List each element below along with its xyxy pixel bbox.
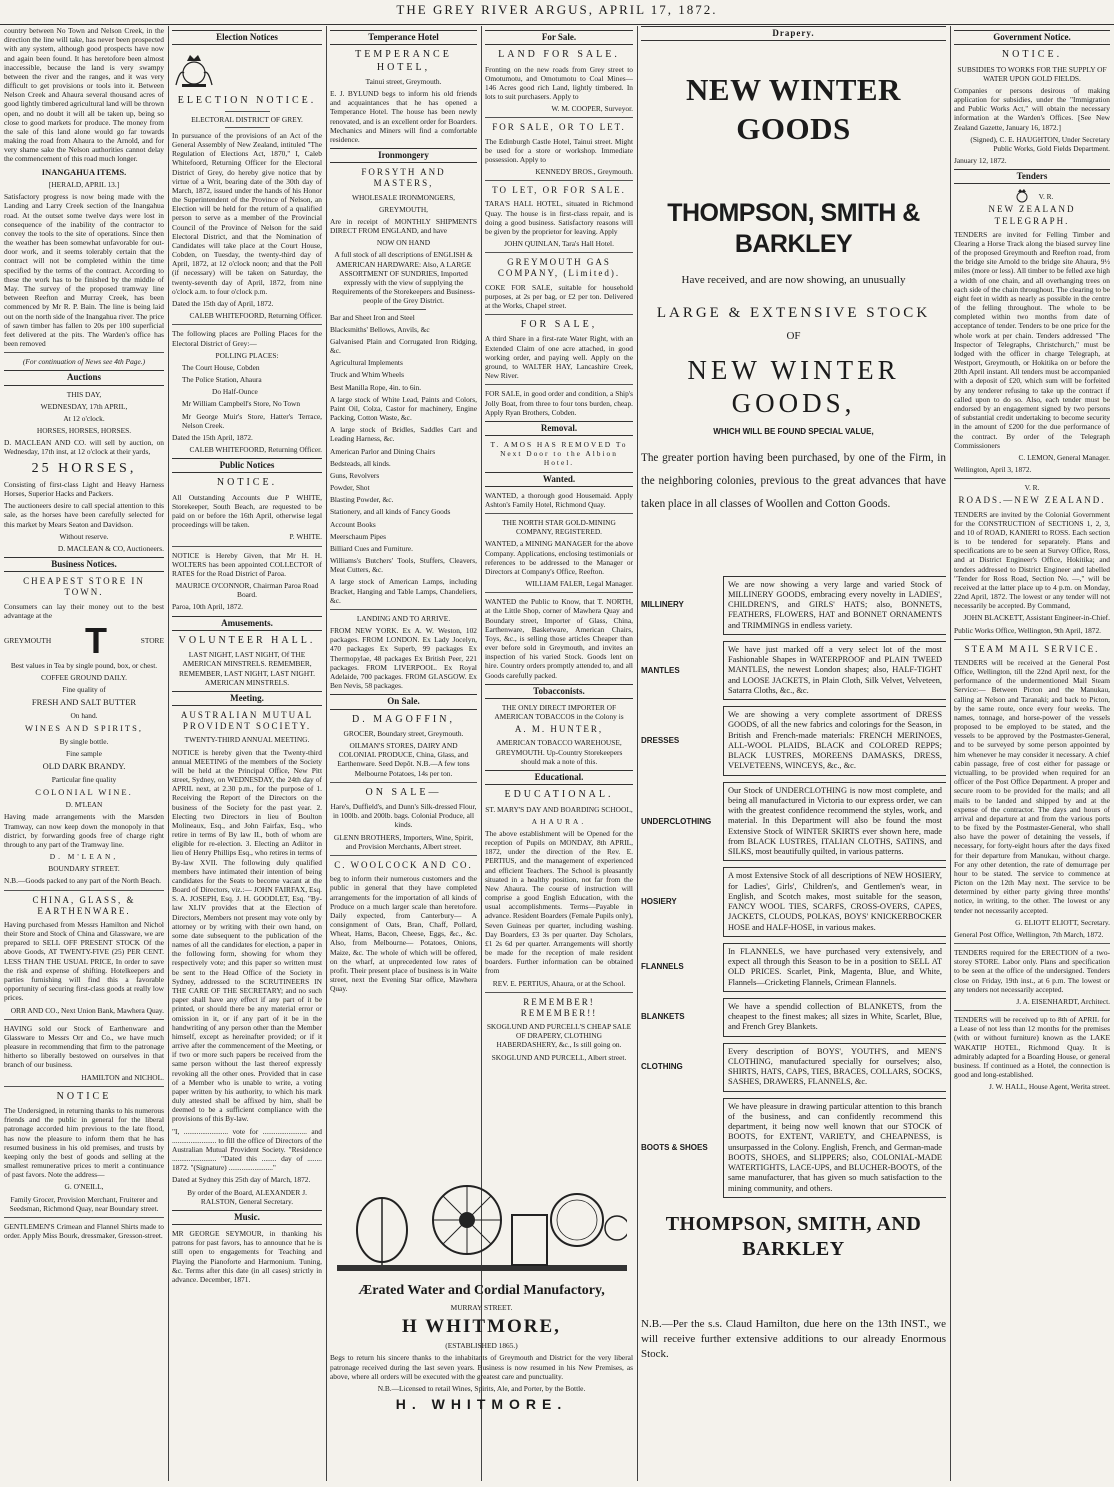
vr-mark: V. R. [1038, 191, 1054, 201]
ad-signature: ORR AND CO., Next Union Bank, Mawhera Quay. [10, 1005, 164, 1015]
ad-text: NOTICE is hereby given that the Twenty-third annual MEETING of the members of the Society will be held at the Principal Office, New Pitt street, Sydney, on WEDNESDAY, the 24th day of APRIL next, at 2.30 p.m., for the purpose of 1. Receiving the Report of the Directors on the business of the Society for the past year. 2. Electing two Directors in lieu of Boulton Molineaux, Esq., and John Fairfax, Esq., who retire in terms of By law II., both of whom are eligible for re-election. 3. Electing an Adiitor in lieu of Henry Phillips Esq., who retires in terms of By-law XVII. The following duly qualified members have intimated their intention of being candidates for the Seats to become vacant at the Board of Directors, viz.:— JOHN FAIRFAX, Esq. S. A. JOSEPH, Esq. J. H. GOODLET, Esq. "By-law XLIV provides that at the Election of Directors, Members not present may vote only by attorney or by writing with their own hand, on some date subsequent to the publication of the names of all the candidates for election, a paper in the following form, showing for whom they respectively vote; and this paper so written must be sent to the Head Office of the Society in Sydney, addressed to the SCRUTINEERS IN THE CARE OF THE SECRETARY; and no such paper shall have any effect if any part of it be printed, or should there be any material error or omission in it, or if any part of it be in the handwriting of any person other than the Member himself, except as hereinafter provided; or if it arrive after the commencement of the Meeting, or if two or more such papers be received from the same person without the last thereof expressly revoking all the other ones. Provided that in case of a Member who is unable to write, a voting paper written by his authority, to which his mark duly attested shall be affixed by him, shall be deemed to be a sufficient compliance with the provisions of this By-law. [172, 747, 322, 1124]
column-rule [326, 26, 327, 1481]
headline: LARGE & EXTENSIVE STOCK [656, 304, 931, 321]
department-text: In FLANNELS, we have purchased very extensively, and expect all through this Season to be in a position to SELL AT OLD PRICES. Scarlet, Pink, Magenta, Blue, and White, Flannels—Cricketing Flannels, Crimean Flannels. [723, 943, 946, 992]
ad-text: COLONIAL WINE. [35, 786, 133, 797]
department-text: We are showing a very complete assortment of DRESS GOODS, of all the new fabrics and colorings for the Season, in British and French-made materials: FRENCH MERINOES, ALL-WOOL PLAIDS, BLACK and COLORED REPPS; BLACK LUSTRES, MOREENS DAMASKS, DRESS, VELVETEENS, WINCEYS, &c., &c. [723, 706, 946, 776]
ad-signature: P. WHITE. [289, 532, 322, 542]
ad-subtitle: POLLING PLACES: [215, 350, 279, 360]
section-heading-music: Music. [172, 1210, 322, 1225]
department-text: We are now showing a very large and varied Stock of MILLINERY GOODS, embracing every novelty in LADIES', CHILDREN'S, and GIRLS' HATS; also, BONNETS, FEATHERS, FLOWERS, HAT and BONNET ORNAMENTS and TRIMMINGS in endless variety. [723, 576, 946, 635]
ad-subtitle: LANDING AND TO ARRIVE. [356, 613, 451, 623]
ad-text: WANTED, a MINING MANAGER for the above Company. Applications, enclosing testimonials or references to be addressed to the Manager or Directors at Company's Office, Reefton. [485, 539, 633, 576]
ad-signature: REV. E. PERTIUS, Ahaura, or at the School. [492, 978, 626, 988]
ad-title: CHEAPEST STORE IN TOWN. [23, 576, 145, 598]
section-heading-public: Public Notices [172, 458, 322, 473]
ad-text: Have received, and are now showing, an unusually [681, 274, 906, 287]
ad-text: NOW ON HAND [376, 238, 431, 248]
ad-signature: CALEB WHITEFOORD, Returning Officer. [189, 445, 322, 455]
firm-name: THOMPSON, SMITH & BARKLEY [667, 199, 920, 259]
ad-text: GREYMOUTH [4, 636, 52, 646]
department-millinery [641, 576, 946, 635]
auction-date: WEDNESDAY, 17th APRIL, [40, 401, 128, 411]
ad-subtitle: A. M. HUNTER, [514, 724, 604, 735]
ad-title: C. WOOLCOCK AND CO. [334, 860, 473, 870]
ad-title: NOTICE. [216, 477, 278, 489]
department-text: We have a spendid collection of BLANKETS, from the cheapest to the finest makes; all sizes in White, Scarlet, Blue, and French Grey Blankets. [723, 998, 946, 1037]
ad-text: Fine sample [66, 748, 102, 758]
list-item: Billiard Cues and Furniture. [330, 543, 413, 553]
ad-text: Companies or persons desirous of making application for subsidies, under the "Immigration and Public Works Act," will obtain the necessary information at the Warden's Offices. [See New Zealand Gazette, January 16, 1872.] [954, 85, 1110, 132]
ad-title: D. MAGOFFIN, [352, 713, 455, 725]
polling-place: The Police Station, Ahaura [182, 375, 262, 385]
list-item: Truck and Whim Wheels [330, 370, 404, 380]
department-text: We have pleasure in drawing particular attention to this branch of the business, and can confidently recommend this department, it being now well known that our STOCK of BOOTS, for EXTENT, VARIETY, and CHEAPNESS, is unsurpassed in the Colony. English, French, and German-made BOOTS, SHOES, and SLIPPERS; also, COLONIAL-MADE WATERTIGHTS, LACE-UPS, and BLUCHER-BOOTS, of the same manufacturer, that has given so much satisfaction to the mining community, and others. [723, 1098, 946, 1198]
ad-title: Ærated Water and Cordial Manufactory, [358, 1283, 605, 1299]
ad-signature: JOHN BLACKETT, Assistant Engineer-in-Chief. [963, 613, 1110, 623]
ad-subtitle: Tainui street, Greymouth. [365, 76, 442, 86]
ad-title: REMEMBER! REMEMBER!! [520, 996, 598, 1018]
ad-subtitle: WHICH WILL BE FOUND SPECIAL VALUE, [713, 426, 874, 436]
list-item: Blasting Powder, &c. [330, 495, 394, 505]
ad-text: By single bottle. [59, 736, 109, 746]
department-label: DRESSES [641, 735, 680, 745]
department-flannels [641, 943, 946, 992]
ad-subtitle: AHAURA. [531, 816, 587, 826]
list-item: Williams's Butchers' Tools, Stuffers, Cleavers, Meat Cutters, &c. [330, 556, 477, 575]
ad-text: Best values in Tea by single pound, box, or chest. [10, 660, 158, 670]
ad-text: WANTED the Public to Know, that T. NORTH, at the Little Shop, corner of Mawhera Quay and Boundary street, Importer of Glass, China, Earthenware, Basketware, American Chairs, Toys, &c., is selling those articles Cheaper than ever before sold in Greymouth, and invites an inspection of his varied Stock. Goods lent on hire. Country orders promptly attended to, and all Goods carefully packed. [485, 597, 633, 680]
ad-signature: (Signed), C. E. HAUGHTON, Under Secretary Public Works, Gold Fields Department. [970, 134, 1110, 153]
ad-text: Particular fine quality [51, 774, 117, 784]
column-rule [950, 26, 951, 1481]
ad-text: OF [786, 330, 801, 343]
department-text: Our Stock of UNDERCLOTHING is now most complete, and being all manufactured in Victoria to our express order, we can with the greatest confidence recommend the styles, work, and material. In this Department will also be found the most Extensive Stock of WINTER SKIRTS ever shown here, made from BLACK LUSTRES, ITALIAN CLOTHS, SATINS, and SILKS, most beautifully quilted, in various patterns. [723, 782, 946, 862]
ad-signature: G. ELIOTT ELIOTT, Secretary. [1015, 917, 1110, 927]
auction-signature: D. MACLEAN & CO, Auctioneers. [57, 543, 164, 553]
ad-title: TO LET, OR FOR SALE. [492, 185, 626, 196]
ad-text: N.B.—Licensed to retail Wines, Spirits, Ale, and Porter, by the Bottle. [377, 1383, 586, 1393]
ad-text: TENDERS will be received up to 8th of APRIL for a Lease of not less than 12 months for the premises (with or without furniture) known as the LAKE WAKATIP HOTEL, Richmond Quay. It is admirably adapted for a Boarding House, or general business. If continued as a Hotel, the connection is good and long-established. [954, 1015, 1110, 1080]
ad-title: FOR SALE, OR TO LET. [492, 122, 626, 133]
list-item: Galvanised Plain and Corrugated Iron Ridging, &c. [330, 336, 477, 356]
auction-horses: HORSES, HORSES, HORSES. [36, 426, 132, 436]
department-blankets [641, 998, 946, 1037]
t-logo-icon: T [84, 619, 107, 661]
masthead: THE GREY RIVER ARGUS, APRIL 17, 1872. [0, 2, 1114, 25]
ad-title: FOR SALE, [520, 319, 598, 331]
ad-text: The Edinburgh Castle Hotel, Tainui street. Might be used for a store or workshop. Immediate possession. Apply to [485, 136, 633, 164]
ad-text: T. AMOS HAS REMOVED To Next Door to the Albion Hotel. [490, 440, 628, 468]
ad-signature: C. LEMON, General Manager. [1018, 452, 1110, 462]
ad-text: Consumers can lay their money out to the best advantage at the [4, 601, 164, 620]
auction-time: At 12 o'clock. [63, 413, 105, 423]
department-label: MANTLES [641, 665, 680, 675]
ad-title: ROADS.—NEW ZEALAND. [958, 495, 1106, 506]
ad-text: On hand. [70, 710, 98, 720]
ad-title: NEW ZEALAND TELEGRAPH. [988, 204, 1076, 226]
ad-text: Dated at Sydney this 25th day of March, 1872. [172, 1175, 311, 1185]
ad-text: TENDERS are invited for Felling Timber and Clearing a Horse Track along the biased survey line of the proposed Greymouth and Reefton road, from the bridge site Arnold to the bridge site Ahaura, 9½ miles (more or less). All timber to be felled axe high a width of one chain, and all overhanging trees on each side of the chain throughout. The clearing to be eight feet in width as nearly as possible in the centre of the felling throughout. The whole to be completed within two months from date of acceptance of tender. Tenders to be one price for the whole work at per chain. Tenders addressed "The Inspector of Telegraphs, Christchurch," must be lodged with the officer in charge Telegraph, at Westport, Greymouth, or Hokitika on or before the 20th April instant. All tenders must be accompanied with a deposit of £20, which sum will be forfeited by any tenderer refusing to take up the contract if called upon to do so. Also, each tender must be endorsed by an engagement signed by two persons of substantial credit undertaking to become security in the amount of £200 for the due performance of the contract. By order of the Telegraph Commissioners [954, 229, 1110, 450]
list-item: Meerschaum Pipes [330, 531, 387, 541]
ad-signature: SKOGLUND AND PURCELL, Albert street. [491, 1052, 627, 1062]
column-4 [485, 26, 633, 1166]
ad-subtitle: (ESTABLISHED 1865.) [445, 1341, 518, 1351]
list-item: Powder, Shot [330, 483, 370, 493]
ad-text: LAST NIGHT, LAST NIGHT, Of THE AMERICAN MINSTRELS. REMEMBER, REMEMBER, LAST NIGHT, LAST NIGHT. AMERICAN MINSTRELS. [179, 650, 315, 687]
section-heading-wanted: Wanted. [485, 472, 633, 487]
ad-text: GENTLEMEN'S Crimean and Flannel Shirts made to order. Apply Miss Bourk, dressmaker, Gresson-street. [4, 1221, 164, 1241]
article-heading: INANGAHUA ITEMS. [41, 166, 127, 177]
ad-text: The following places are Polling Places for the Electoral District of Grey:— [172, 329, 322, 348]
ad-text: January 12, 1872. [954, 156, 1007, 166]
continuation-note: (For continuation of News see 4th Page.) [22, 357, 146, 367]
department-label: CLOTHING [641, 1062, 683, 1072]
list-item: A large stock of American Lamps, including Bracket, Hanging and Table Lamps, Chandeliers, &c. [330, 577, 477, 605]
ad-text: A third Share in a first-rate Water Right, with an Extended Claim of one acre attached, in good working order, and paying well. Apply on the ground, to WALTER HAY, Lancashire Creek, New River. [485, 334, 633, 381]
ad-text: Family Grocer, Provision Merchant, Fruiterer and Seedsman, Richmond Quay, near Boundary street. [9, 1194, 159, 1213]
ad-text: The Undersigned, in returning thanks to his numerous friends and the public in general for the liberal patronage accorded him previous to the late flood, has now the pleasure to inform them that he has resumed business in his old premises, and trusts by keeping only the best of goods and selling at the smallest remunerative prices to merit a continuance of past favors. Note the address— [4, 1106, 164, 1180]
ad-signature: G. O'NEILL, [64, 1182, 104, 1192]
department-label: BLANKETS [641, 1012, 685, 1022]
ad-text: Paroa, 10th April, 1872. [172, 602, 244, 612]
ad-signature: D. M'LEAN, [49, 852, 119, 862]
whitmore-ad [330, 1170, 633, 1481]
column-1 [4, 26, 164, 1481]
article-dateline: [HERALD, APRIL 13.] [48, 180, 120, 190]
department-label: MILLINERY [641, 600, 684, 610]
section-heading-government: Government Notice. [954, 30, 1110, 45]
ad-title: EDUCATIONAL. [504, 789, 614, 801]
auction-note: The auctioneers desire to call special attention to this sale, as the horses have been carefully selected for this market by Mears Seaton and Davidson. [4, 501, 164, 529]
department-boots-shoes [641, 1098, 946, 1198]
firm-name: THOMPSON, SMITH, AND BARKLEY [665, 1212, 922, 1260]
ad-signature: CALEB WHITEFOORD, Returning Officer. [189, 311, 322, 321]
ad-text: Fronting on the new roads from Grey street to Omotumotu, and Omotumotu to Coal Mines—146 Acres good rich Land, lightly timbered. In lots to suit purchasers. Apply to [485, 64, 633, 102]
ad-title: TEMPERANCE HOTEL, [355, 49, 452, 73]
department-clothing [641, 1043, 946, 1092]
column-rule [168, 26, 169, 1481]
polling-place: Mr George Muir's Store, Hatter's Terrace, Nelson Creek. [182, 411, 322, 430]
ad-subtitle: MURRAY STREET. [450, 1302, 513, 1312]
ad-title: STEAM MAIL SERVICE. [964, 643, 1100, 654]
list-item: Stationery, and all kinds of Fancy Goods [330, 507, 451, 517]
ad-subtitle: TWENTY-THIRD ANNUAL MEETING. [184, 735, 310, 745]
section-heading-drapery: Drapery. [641, 26, 946, 41]
section-heading-removal: Removal. [485, 421, 633, 436]
ad-subtitle: ELECTORAL DISTRICT OF GREY. [191, 114, 303, 124]
ad-text: "I, ........................ vote for ........................ and ........................ to fill the office of Directors of the Australian Mutual Provident Society. "Residence ........................ "Dated this ........ day of ........ 1872. "(Signature) ........................" [172, 1126, 322, 1173]
ad-text: Public Works Office, Wellington, 9th April, 1872. [954, 625, 1102, 635]
ad-text: beg to inform their numerous customers and the public in general that they have completed arrangements for the importation of all kinds of Produce on a much larger scale than heretofore. Daily expected, from Canterbury— A consignment of Oats, Bran, Chaff, Pollard, Wheat, Hams, Bacon, Cheese, Eggs, &c., &c. Also, from Melbourne— Potatoes, Onions, Maize, &c. The whole of which will be offered, on the wharf, at unprecedented low rates of profit. Their present place of business is in Waite street, next the Evening Star office, Mawhera Quay. [330, 874, 477, 994]
headline: NEW WINTER GOODS, [687, 354, 900, 419]
ad-text: All Outstanding Accounts due P WHITE, Storekeeper, South Beach, are requested to be paid on or before the 16th April, otherwise legal proceedings will be taken. [172, 492, 322, 530]
auction-body: D. MACLEAN AND CO. will sell by auction, on Wednesday, 17th inst, at 12 o'clock at their yards, [4, 438, 164, 457]
ad-title: THE ONLY DIRECT IMPORTER OF AMERICAN TOBACCOS in the Colony is [494, 702, 624, 722]
section-heading-on-sale: On Sale. [330, 694, 477, 709]
vr-mark: V. R. [1024, 483, 1040, 493]
ad-text: N.B.—Per the s.s. Claud Hamilton, due here on the 13th INST., we will receive further extensive additions to our already Enormous Stock. [641, 1318, 946, 1361]
ad-subtitle: GROCER, Boundary street, Greymouth. [343, 728, 464, 738]
ad-signature: W. M. COOPER, Surveyor. [551, 104, 633, 114]
ad-title: FORSYTH AND MASTERS, [361, 167, 446, 189]
section-heading-auctions: Auctions [4, 370, 164, 385]
polling-place: The Court House, Cobden [182, 362, 260, 372]
list-item: A large stock of Bridles, Saddles Cart and Leading Harness, &c. [330, 425, 477, 444]
article-text: Satisfactory progress is now being made with the Landing and Larry Creek section of the Inangahua road. At the outset some twelve days were lost in consequence of the inability of the contractor to convey the tools to the site of operations. Since then the weather has been somewhat unfavorable for out-door work, and it seems tolerably certain that the contract will not be completed within the time specified by the terms of the contract. According to these the work has to be finished by the middle of May. The survey of the proposed tramway line between Reefton and Murray Creek, has been commenced by Mr R. P. Bain. The line is being laid out on the north side of the Inangahua river. The price of sawn timber has fallen to 20s per 100 superficial feet delivered at the pits. The Warden's office has been removed [4, 192, 164, 349]
ad-signature: HAMILTON and NICHOL. [81, 1072, 164, 1082]
ad-name: H WHITMORE, [402, 1315, 561, 1337]
ad-text: N.B.—Goods packed to any part of the North Beach. [4, 876, 162, 886]
ad-text: The above establishment will be Opened for the reception of Pupils on MONDAY, 8th APRIL, 1872, under the direction of the Rev. E. PERTIUS, and the management of experienced and efficient Teachers. The School is pleasantly situated in a healthy position, not far from the New Ahaura. The course of instruction will comprise a good English Education, with the usual accomplishments. Terms—Payable in advance. Resident Boarders (Female Pupils only), Seven Guineas per quarter, including washing. Day Boarders, £3 3s per quarter. Day Scholars, £1 2s 6d per quarter. Arrangements will shortly be made for the reception of male resident boarders. Further information can be obtained from [485, 828, 633, 976]
ad-text: The greater portion having been purchased, by one of the Firm, in the neighboring colonies, previous to the great advances that have taken place in all classes of Woollen and Cotton Goods. [641, 451, 946, 510]
ad-title: GREYMOUTH GAS COMPANY, (Limited). [497, 257, 621, 279]
aerated-water-machinery-icon [337, 1170, 627, 1280]
ad-signature: H. WHITMORE. [395, 1396, 568, 1413]
ad-text: WANTED, a thorough good Housemaid. Apply Ashton's Family Hotel, Richmond Quay. [485, 490, 633, 509]
ad-text: FOR SALE, in good order and condition, a Ship's Jolly Boat, from three to four tons burden, cheap. Apply Ryan Brothers, Cobden. [485, 389, 633, 417]
ad-text: COKE FOR SALE, suitable for household purposes, at 2s per bag, or £2 per ton. Delivered at the Works, Chapel street. [485, 282, 633, 310]
ad-signature: GLENN BROTHERS, Importers, Wine, Spirit, and Provision Merchants, Albert street. [333, 832, 474, 851]
section-heading-for-sale: For Sale. [485, 30, 633, 45]
ad-text: Dated the 15th day of April, 1872. [172, 298, 274, 308]
department-dresses [641, 706, 946, 776]
ad-text: STORE [140, 636, 164, 646]
ad-title: ON SALE— [365, 786, 442, 798]
ad-text: Are in receipt of MONTHLY SHIPMENTS DIRECT FROM ENGLAND, and have [330, 216, 477, 236]
list-item: Blacksmiths' Bellows, Anvils, &c [330, 324, 430, 334]
column-6 [954, 26, 1110, 1481]
column-3 [330, 26, 477, 1166]
ad-signature: J. A. EISENHARDT, Architect. [1016, 996, 1110, 1006]
section-heading-educational: Educational. [485, 770, 633, 785]
ad-text: TENDERS required for the ERECTION of a two-storey STORE. Labor only. Plans and specification to be seen at the office of the undersigned. Tenders close on Friday, 19th inst., at 6 p.m. The lowest or any tenders not necessarily accepted. [954, 948, 1110, 994]
auction-day: THIS DAY, [66, 389, 102, 399]
department-label: BOOTS & SHOES [641, 1142, 708, 1152]
ad-text: General Post Office, Wellington, 7th March, 1872. [954, 929, 1104, 939]
ad-signature: By order of the Board, ALEXANDER J. RALSTON, General Secretary. [187, 1187, 307, 1206]
article-text: country between No Town and Nelson Creek, in the direction the line will take, has never been prospected with any system, although good prospects have now and again been found. It has heretofore been almost inaccessible, because the land is very swampy between the river and the ranges, and it was very difficult to get provisions or tools into it. Between Nelson Creek and Ahaura several thousand acres of good lightly timbered agricultural land will be thrown open, and no doubt it will all be taken up, being so close to good markets for produce. The money from the sale of this land alone would go far towards making the road from Ahaura to the Arnold, and for very shame sake the Nelson authorities cannot delay the commencement of this road much longer. [4, 26, 164, 164]
column-2 [172, 26, 322, 1481]
royal-crest-icon [1011, 188, 1033, 204]
drapery-ad [641, 26, 946, 1481]
section-heading-temperance: Temperance Hotel [330, 30, 477, 45]
column-rule [637, 26, 638, 1481]
ad-text: TENDERS will be received at the General Post Office, Wellington, till the 22nd April next, for the performance of the undermentioned Mail Steam Service:— Between Picton and the Manukau, calling at Nelson and Taranaki; and back to Picton, by the same route, once every four weeks. The names, tonnage, and horse-power of the vessels proposed to be employed to be stated, and the vessels to be approved by the Postmaster-General, and to be surveyed by some person appointed by him whenever he may consider it necessary. A chief cabin passage, free of cost either for passage or victualling, to be provided when required for an officer of the Post Office Department. A proper and secure room to be provided for the mails; and all mails to be landed and shipped by and at the expense of the contractor. The days and hours of arrival and departure at and from the various ports to be fixed by the Postmaster-General, who shall also have the power of detaining the vessels, if necessary, for forty-eight hours after the days fixed for their departure from Manukau, without charge. For any other detention, the rate of demurrage per hour to be stated. The service to commence at Picton on the 12th May next. The service to be determined by either party giving three months' notice, in writing, to the other. The lowest or any tender not necessarily accepted. [954, 657, 1110, 915]
ad-signature: WILLIAM FALER, Legal Manager. [525, 579, 633, 589]
ad-subtitle: SUBSIDIES TO WORKS FOR THE SUPPLY OF WATER UPON GOLD FIELDS. [957, 64, 1107, 83]
ad-subtitle: WHOLESALE IRONMONGERS, [351, 192, 456, 202]
list-item: Account Books [330, 519, 376, 529]
department-label: FLANNELS [641, 962, 684, 972]
ad-text: A full stock of all descriptions of ENGLISH & AMERICAN HARDWARE: Also, A LARGE ASSORTMENT OF SUNDRIES, Imported expressly with the view of supplying the Requirements of the Storekeepers and Business-people of the Grey District. [331, 250, 476, 306]
royal-crest-icon [172, 51, 216, 91]
section-heading-meeting: Meeting. [172, 691, 322, 706]
ad-text: Fine quality of [62, 685, 106, 695]
ad-subtitle: GREYMOUTH, [378, 204, 429, 214]
ad-title: NOTICE [56, 1090, 112, 1102]
department-mantles [641, 641, 946, 700]
list-item: Bar and Sheet Iron and Steel [330, 312, 415, 322]
ad-text: Begs to return his sincere thanks to the inhabitants of Greymouth and District for the very liberal patronage received during the last seven years. Business is now resumed in his New Premises, as above, where all orders will be executed with the greatest care and punctuality. [330, 1353, 633, 1381]
ad-text: FROM NEW YORK. Ex A. W. Weston, 102 packages. FROM LONDON. Ex Lady Jocelyn, 470 packages Ex Superb, 99 packages Ex Thermopylae, 48 packages Ex British Peer, 221 packages. FROM LIVERPOOL. Ex Royal Adelaide, 700 packages. FROM GLASGOW. Ex Ben Nevis, 58 packages. [330, 626, 477, 691]
ad-text: TARA'S HALL HOTEL, situated in Richmond Quay. The house is in first-class repair, and is doing a good business. Satisfactory reasons will be given by the proprietor for leaving. Apply [485, 199, 633, 236]
auction-count: 25 HORSES, [31, 460, 137, 476]
ad-text: FRESH AND SALT BUTTER [31, 697, 137, 708]
section-heading-ironmongery: Ironmongery [330, 148, 477, 163]
ad-signature: JOHN QUINLAN, Tara's Hall Hotel. [504, 239, 614, 249]
ad-text: Hare's, Duffield's, and Dunn's Silk-dressed Flour, in 100lb. and 200lb. bags. Colonial Produce, all kinds. [330, 802, 477, 830]
ad-text: COFFEE GROUND DAILY. [41, 673, 127, 683]
ad-text: HAVING sold our Stock of Earthenware and Glassware to Messrs Orr and Co., we have much pleasure in recommending that firm to the patronage hitherto so liberally bestowed on ourselves in that branch of our business. [4, 1023, 164, 1070]
department-text: A most Extensive Stock of all descriptions of NEW HOSIERY, for Ladies', Girls', Children's, and Gentlemen's wear, in English, and Scotch makes, most suitable for the season, FANCY WOOL TIES, SCARFS, CROSS-OVERS, CAPES, JACKETS, CLOUDS, POLKAS, BOYS' KNICKERBOCKER HOSE and HALF-HOSE, in various makes. [723, 867, 946, 937]
ad-text: Wellington, April 3, 1872. [954, 465, 1032, 475]
list-item: Bedsteads, all kinds. [330, 458, 391, 468]
ad-text: Having made arrangements with the Marsden Tramway, can now keep down the monopoly in that district, by forwarding goods free of charge right through to any part of the Tramway line. [4, 812, 164, 849]
polling-place: Mr William Campbell's Store, No Town [182, 399, 301, 409]
polling-place: Do Half-Ounce [212, 387, 258, 397]
ad-subtitle: ST. MARY'S DAY AND BOARDING SCHOOL, [485, 804, 633, 814]
section-heading-amusements: Amusements. [172, 616, 322, 631]
ad-text: SKOGLUND AND PURCELL'S CHEAP SALE OF DRAPERY, CLOTHING HABERDASHERY, &c., Is still going on. [486, 1022, 632, 1050]
ad-text: TENDERS are invited by the Colonial Government for the CONSTRUCTION of SECTIONS 1, 2, 3, and 10 of ROAD, KANIERI to ROSS. Each section is to be tendered for separately. Plans and specifications are to be seen at Survey Office, Ross, and at District Engineer's Office, Hokitika; and tenders addressed to District Engineer and labelled "Tender for Ross Road, Section No. —," will be received at the latter place up to 4 p.m. on Monday, 22nd April, 1872. The lowest or any tender will not necessarily be accepted. By Command, [954, 509, 1110, 611]
section-heading-election: Election Notices [172, 30, 322, 45]
ad-text: Dated the 15th April, 1872. [172, 432, 253, 442]
list-item: Guns, Revolvers [330, 470, 380, 480]
ad-title: NOTICE. [1001, 49, 1063, 61]
list-item: American Parlor and Dining Chairs [330, 446, 436, 456]
ad-text: OILMAN'S STORES, DAIRY AND COLONIAL PRODUCE, China, Glass, and Earthenware. Seed Depôt. N.B.—A few tons Melbourne Potatoes, 14s per ton. [337, 741, 470, 778]
ad-title: LAND FOR SALE. [498, 49, 620, 61]
department-text: Every description of BOYS', YOUTH'S, and MEN'S CLOTHING, manufactured specially for ourselves; also, SHIRTS, HATS, CAPS, TIES, BRACES, COLLARS, SOCKS, SASHES, DRAWERS, FLANNELS, &c. [723, 1043, 946, 1092]
department-label: HOSIERY [641, 897, 677, 907]
ad-title: AUSTRALIAN MUTUAL PROVIDENT SOCIETY. [180, 710, 314, 732]
department-underclothing [641, 782, 946, 862]
section-heading-tenders: Tenders [954, 169, 1110, 184]
ad-title: ELECTION NOTICE. [177, 95, 317, 107]
ad-text: In pursuance of the provisions of an Act of the General Assembly of New Zealand, intituled "The Regulation of Elections Act, 1870," I, Caleb Whitefoord, Returning Officer for the Electoral District of Grey, do hereby give notice that by virtue of a Writ, bearing date of the 30th day of March, 1872, issued under the hands of his Honor the Superintendent of the Province of Nelson, an Election will be held for the return of a qualified person to serve as a member of the Provincial Council of the Province of Nelson for the said Electoral District, and that the Nomination of Candidates will take place at the Court House, Cobden, on Tuesday, the twenty-third day of April, 1872, at 12 o'clock noon; and that the Poll (if necessary) will be taken on Saturday, the twenty-seventh day of April, 1872, from nine o'clock a.m. to four o'clock p.m. [172, 130, 322, 296]
ad-title: CHINA, GLASS, & EARTHENWARE. [32, 894, 136, 916]
ad-text: Having purchased from Messrs Hamilton and Nichol their Store and Stock of China and Glassware, we are prepared to SELL OFF PRESENT STOCK Of the above Goods, AT TWENTY-FIVE (25) PER CENT. LESS THAN THE USUAL PRICE, In order to save the risk and expense of shifting. Hotelkeepers and parties furnishing will find this a favorable opportunity of securing first-class goods at really low prices. [4, 919, 164, 1003]
ad-signature: J. W. HALL, House Agent, Werita street. [989, 1082, 1110, 1092]
ad-text: E. J. BYLUND begs to inform his old friends and acquaintances that he has opened a Temperance Hotel. The house has been newly renovated, and is an excellent order for Boarders. Mechanics and Miners will find a comfortable residence. [330, 89, 477, 144]
ad-text: AMERICAN TOBACCO WAREHOUSE, GREYMOUTH. Up-Country Storekeepers should mak a note of this. [495, 738, 623, 766]
department-hosiery [641, 867, 946, 937]
list-item: Agricultural Implements [330, 358, 403, 368]
ad-signature: MAURICE O'CONNOR, Chairman Paroa Road Board. [175, 581, 319, 600]
ad-text: MR GEORGE SEYMOUR, in thanking his patrons for past favors, has to announce that he is still open to engagements for Teaching and Playing the Pianoforte and Harmonium. Tuning, &c. Terms after this date (in all cases) strictly in advance. December, 1871. [172, 1229, 322, 1284]
auction-reserve: Without reserve. [59, 531, 109, 541]
list-item: A large stock of White Lead, Paints and Colors, Paint Oil, Colza, Castor for machinery, Engine Packing, Cotton Waste, &c. [330, 394, 477, 423]
ad-text: BOUNDARY STREET. [48, 864, 120, 874]
ad-text: WINES AND SPIRITS, [25, 723, 143, 734]
headline: NEW WINTER GOODS [686, 72, 901, 146]
ad-text: NOTICE is Hereby Given, that Mr H. H. WOLTERS has been appointed COLLECTOR of RATES for the Road District of Paroa. [172, 550, 322, 578]
auction-desc: Consisting of first-class Light and Heavy Harness Horses, Superior Hacks and Packers. [4, 479, 164, 499]
ad-signature: KENNEDY BROS., Greymouth. [535, 167, 633, 177]
department-text: We have just marked off a very select lot of the most Fashionable Shapes in WATERPROOF and PLAIN TWEED MANTLES, the newest London shapes; also, HALF-TIGHT and LOOSE JACKETS, in Plain Cloth, Silk Velvet, Velveteen, Satarra Cloths, &c., &c. [723, 641, 946, 700]
department-label: UNDERCLOTHING [641, 816, 712, 826]
ad-signature: D. M'LEAN [65, 800, 103, 810]
ad-title: VOLUNTEER HALL. [178, 634, 316, 646]
section-heading-business: Business Notices. [4, 557, 164, 572]
ad-text: OLD DARK BRANDY. [42, 761, 126, 772]
list-item: Best Manilla Rope, 4in. to 6in. [330, 382, 422, 392]
ad-title: THE NORTH STAR GOLD-MINING COMPANY, REGISTERED. [502, 518, 616, 537]
section-heading-tobacconists: Tobacconists. [485, 684, 633, 699]
